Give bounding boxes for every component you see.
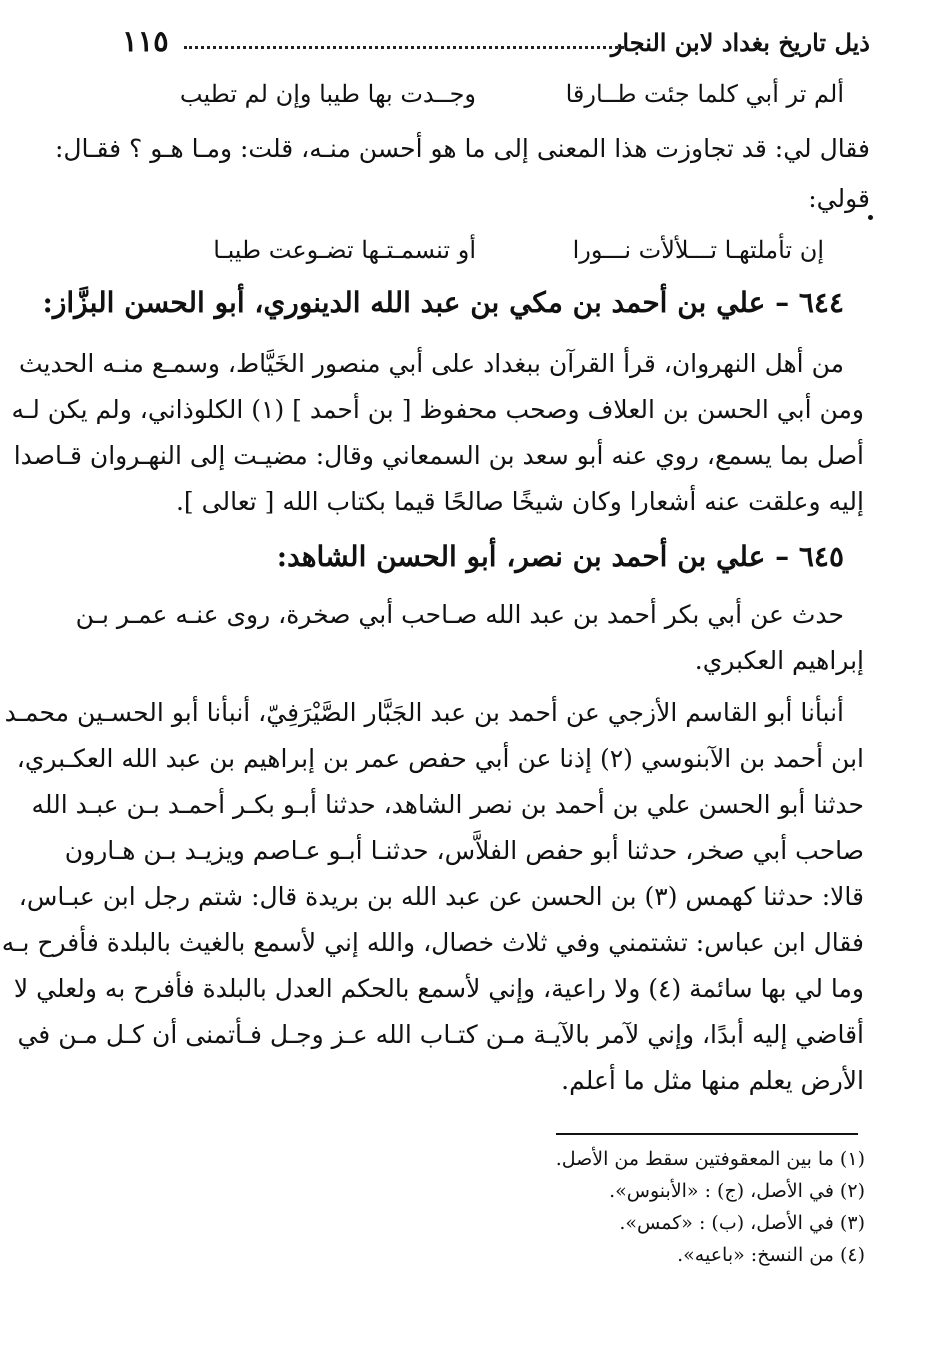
isnad-line-5: قالا: حدثنا كهمس (٣) بن الحسن عن عبد الله بن بريدة قال: شتم رجل ابن عبـاس، [18,882,864,911]
entry-645-line-2: إبراهيم العكبري. [694,646,864,675]
entry-644-line-2: ومن أبي الحسن بن العلاف وصحب محفوظ [ بن أحمد ] (١) الكلوذاني، ولم يكن لـه [11,395,864,424]
entry-644-line-1: من أهل النهروان، قرأ القرآن ببغداد على أبي منصور الخَيَّاط، وسمـع منـه الحديث [19,349,844,378]
isnad-line-9: الأرض يعلم منها مثل ما أعلم. [561,1066,864,1095]
entry-644-heading: ٦٤٤ – علي بن أحمد بن مكي بن عبد الله الدينوري، أبو الحسن البزَّاز: [42,286,844,319]
footnote-3: (٣) في الأصل، (ب) : «كمس». [619,1212,865,1234]
para1-line-2: قولي: [808,184,870,213]
running-header-title: ذيل تاريخ بغداد لابن النجار [610,28,870,57]
isnad-line-1: أنبأنا أبو القاسم الأزجي عن أحمد بن عبد الجَبَّار الصَّيْرَفِيّ، أنبأنا أبو الحسـين محمـد [4,698,844,727]
para1-line-1: فقال لي: قد تجاوزت هذا المعنى إلى ما هو أحسن منـه، قلت: ومـا هـو ؟ فقـال: [54,134,870,163]
isnad-line-7: وما لي بها سائمة (٤) ولا راعية، وإني لأسمع بالحكم العدل بالبلدة فأفرح به ولعلي لا [13,974,864,1003]
isnad-line-3: حدثنا أبو الحسن علي بن أحمد بن نصر الشاهد، حدثنا أبـو بكـر أحمـد بـن عبـد الله [31,790,864,819]
entry-644-line-3: أصل بما يسمع، روي عنه أبو سعد بن السمعاني وقال: مضيـت إلى النهـروان قـاصدا [13,441,864,470]
entry-644-line-4: إليه وعلقت عنه أشعارا وكان شيخًا صالحًا قيما بكتاب الله [ تعالى ]. [175,487,864,516]
page-number: ١١٥ [122,24,169,58]
ink-mark [868,215,873,220]
entry-645-heading: ٦٤٥ – علي بن أحمد بن نصر، أبو الحسن الشاهد: [276,540,844,573]
isnad-line-8: أقاضي إليه أبدًا، وإني لآمر بالآيـة مـن كتـاب الله عـز وجـل فـأتمنى أن كـل مـن في [17,1020,864,1049]
footnote-separator [556,1133,858,1135]
isnad-line-2: ابن أحمد بن الآبنوسي (٢) إذنا عن أبي حفص عمر بن إبراهيم بن عبد الله العكـبري، [16,744,864,773]
verse2-first-hemistich: إن تأملتهـا تـــلألأت نـــورا [572,236,824,264]
verse2-second-hemistich: أو تنسمـتـها تضـوعت طيبـا [213,236,476,264]
header-dotted-leader [184,46,624,49]
verse1-second-hemistich: وجــدت بها طيبا وإن لم تطيب [179,80,476,108]
isnad-line-4: صاحب أبي صخر، حدثنا أبو حفص الفلاَّس، حدثنـا أبـو عـاصم ويزيـد بـن هـارون [64,836,864,865]
entry-645-line-1: حدث عن أبي بكر أحمد بن عبد الله صـاحب أبي صخرة، روى عنـه عمـر بـن [75,600,844,629]
footnote-1: (١) ما بين المعقوفتين سقط من الأصل. [555,1148,865,1170]
footnote-4: (٤) من النسخ: «باعيه». [677,1244,865,1266]
footnote-2: (٢) في الأصل، (ج) : «الأبنوس». [609,1180,865,1202]
isnad-line-6: فقال ابن عباس: تشتمني وفي ثلاث خصال، والله إني لأسمع بالغيث بالبلدة فأفرح بـه [1,928,864,957]
verse1-first-hemistich: ألم تر أبي كلما جئت طــارقا [565,80,844,108]
